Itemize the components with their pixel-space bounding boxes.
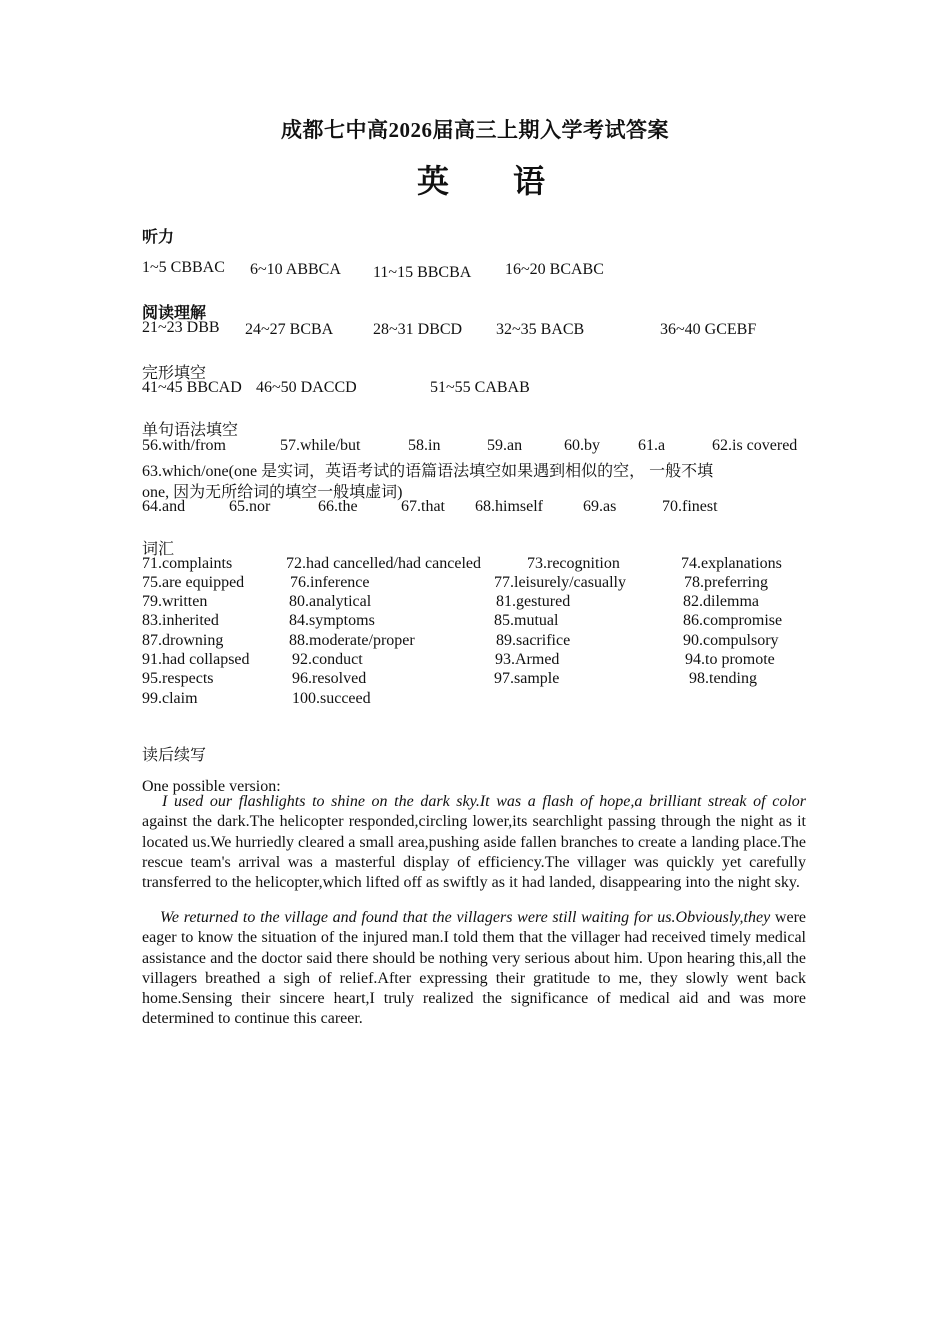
reading-answer: 24~27 BCBA: [245, 321, 334, 338]
grammar-answer: 70.finest: [662, 498, 718, 515]
grammar-answer: 61.a: [638, 437, 666, 454]
page-title: 成都七中高2026届高三上期入学考试答案: [281, 118, 669, 142]
vocabulary-answer: 90.compulsory: [683, 632, 779, 649]
cloze-heading: 完形填空: [142, 365, 207, 382]
vocabulary-answer: 99.claim: [142, 690, 198, 707]
vocabulary-answer: 74.explanations: [681, 555, 782, 572]
vocabulary-answer: 77.leisurely/casually: [494, 574, 626, 591]
listening-heading: 听力: [142, 229, 175, 246]
essay-paragraph-1: [142, 792, 806, 893]
essay-paragraph-2-opening: We returned to the village and found that the villagers were still waiting for us.Obviously,they: [160, 909, 771, 926]
continuation-intro: One possible version:: [142, 778, 281, 795]
vocabulary-answer: 88.moderate/proper: [289, 632, 415, 649]
vocabulary-answer: 81.gestured: [496, 593, 571, 610]
grammar-answer: 67.that: [401, 498, 445, 515]
vocabulary-answer: 98.tending: [689, 670, 757, 687]
grammar-answer: 69.as: [583, 498, 617, 515]
reading-answer: 28~31 DBCD: [373, 321, 463, 338]
grammar-answer: 68.himself: [475, 498, 543, 515]
vocabulary-answer: 76.inference: [290, 574, 370, 591]
continuation-heading: 读后续写: [142, 747, 207, 764]
vocabulary-answer: 83.inherited: [142, 612, 219, 629]
vocabulary-answer: 96.resolved: [292, 670, 367, 687]
vocabulary-answer: 100.succeed: [292, 690, 371, 707]
vocabulary-answer: 73.recognition: [527, 555, 620, 572]
reading-answer: 36~40 GCEBF: [660, 321, 757, 338]
grammar-answer: 62.is covered: [712, 437, 798, 454]
vocabulary-answer: 82.dilemma: [683, 593, 759, 610]
vocabulary-answer: 94.to promote: [685, 651, 775, 668]
listening-answer: 16~20 BCABC: [505, 261, 604, 278]
grammar-answer: 56.with/from: [142, 437, 226, 454]
grammar-answer: 65.nor: [229, 498, 271, 515]
vocabulary-answer: 79.written: [142, 593, 208, 610]
grammar-answer: 66.the: [318, 498, 358, 515]
listening-answer: 6~10 ABBCA: [250, 261, 341, 278]
vocabulary-answer: 95.respects: [142, 670, 214, 687]
reading-answer: 32~35 BACB: [496, 321, 585, 338]
essay-paragraph-2: [142, 908, 806, 1030]
grammar-note: one, 因为无所给词的填空一般填虚词): [142, 484, 403, 501]
vocabulary-answer: 89.sacrifice: [496, 632, 571, 649]
vocabulary-answer: 86.compromise: [683, 612, 783, 629]
vocabulary-answer: 78.preferring: [684, 574, 768, 591]
grammar-answer: 58.in: [408, 437, 441, 454]
vocabulary-answer: 75.are equipped: [142, 574, 245, 591]
listening-answer: 1~5 CBBAC: [142, 259, 225, 276]
reading-answer: 21~23 DBB: [142, 319, 220, 336]
subject-title: 英 语: [416, 163, 573, 199]
vocabulary-answer: 87.drowning: [142, 632, 224, 649]
grammar-heading: 单句语法填空: [142, 422, 239, 439]
cloze-answer: 51~55 CABAB: [430, 379, 530, 396]
vocabulary-answer: 91.had collapsed: [142, 651, 250, 668]
reading-heading: 阅读理解: [142, 305, 207, 322]
vocabulary-answer: 97.sample: [494, 670, 560, 687]
grammar-answer: 60.by: [564, 437, 600, 454]
listening-answer: 11~15 BBCBA: [373, 264, 472, 281]
vocabulary-answer: 92.conduct: [292, 651, 363, 668]
essay-paragraph-2-body: were eager to know the situation of the injured man.I told them that the villager had received timely medical assistance and the doctor said there should be nothing very serious about him. Upon hearing this,all the villagers breathed a sigh of relief.After expressing their gratitude to me, they slowly went back home.Sensing their sincere heart,I truly realized the significance of medical aid and was more determined to continue this career.: [142, 909, 807, 1028]
essay-paragraph-1-opening: I used our flashlights to shine on the dark sky.It was a flash of hope,a brilliant streak of color: [162, 793, 806, 810]
grammar-answer: 64.and: [142, 498, 186, 515]
vocabulary-answer: 80.analytical: [289, 593, 372, 610]
vocabulary-heading: 词汇: [142, 541, 175, 558]
vocabulary-answer: 85.mutual: [494, 612, 559, 629]
essay-paragraph-1-body: against the dark.The helicopter responded,circling lower,its searchlight passing through the night as it located us.We hurriedly cleared a small area,pushing aside fallen branches to create a landing place.The rescue team's arrival was a masterful display of efficiency.The villager was quickly yet carefully transferred to the helicopter,which lifted off as swiftly as it had landed, disappearing into the night sky.: [142, 813, 806, 892]
vocabulary-answer: 71.complaints: [142, 555, 233, 572]
cloze-answer: 46~50 DACCD: [256, 379, 357, 396]
grammar-note: 63.which/one(one 是实词，英语考试的语篇语法填空如果遇到相似的空， 一般不填: [142, 463, 714, 480]
vocabulary-answer: 72.had cancelled/had canceled: [286, 555, 481, 572]
grammar-answer: 59.an: [487, 437, 523, 454]
vocabulary-answer: 93.Armed: [495, 651, 560, 668]
grammar-answer: 57.while/but: [280, 437, 361, 454]
cloze-answer: 41~45 BBCAD: [142, 379, 242, 396]
vocabulary-answer: 84.symptoms: [289, 612, 375, 629]
